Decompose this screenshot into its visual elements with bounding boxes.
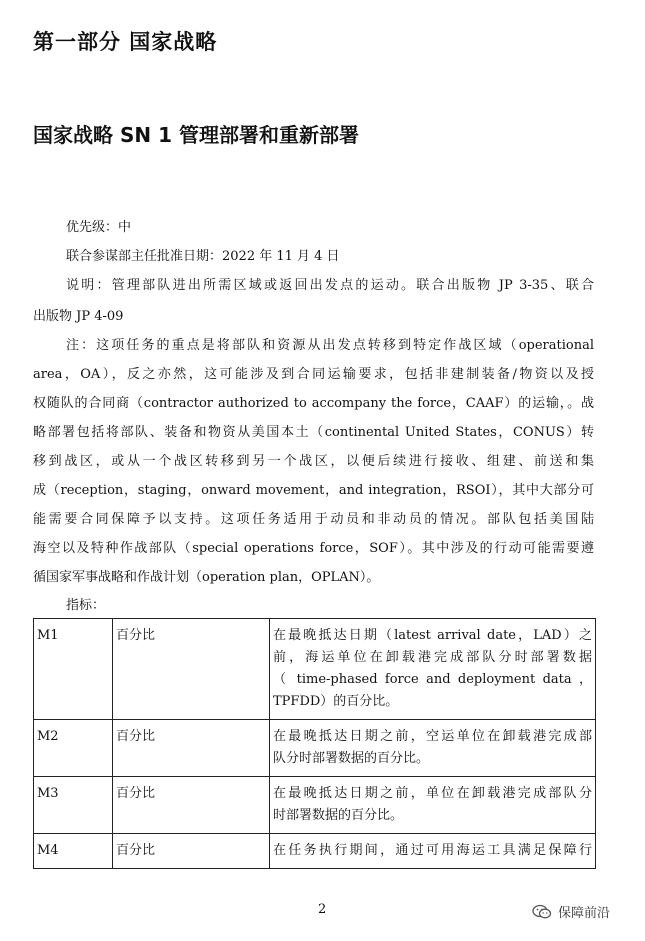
description-line-1: 说明：管理部队进出所需区域或返回出发点的运动。联合出版物 JP 3-35、联合 xyxy=(66,278,594,293)
metrics-table xyxy=(33,618,596,869)
note-line-8: 海空以及特种作战部队（special operations force，SOF）。其中涉及的行动可能需要遵 xyxy=(33,541,594,556)
watermark xyxy=(532,902,610,921)
metric-description-line: 时部署数据的百分比。 xyxy=(273,808,404,823)
metric-description-line: TPFDD）的百分比。 xyxy=(273,694,399,709)
note-line-7: 能需要合同保障予以支持。这项任务适用于动员和非动员的情况。部队包括美国陆 xyxy=(33,512,594,527)
metric-description-line: 队分时部署数据的百分比。 xyxy=(273,751,430,766)
metric-unit: 百分比 xyxy=(113,619,270,720)
description-line-2: 出版物 JP 4-09 xyxy=(33,309,124,324)
table-row xyxy=(34,777,596,834)
metric-unit: 百分比 xyxy=(113,720,270,777)
metric-description xyxy=(270,777,596,834)
metric-description-line: 在任务执行期间，通过可用海运工具满足保障行 xyxy=(273,843,592,858)
note-line-4: 略部署包括将部队、装备和物资从美国本土（continental United States，CONUS）转 xyxy=(33,425,594,440)
priority-line: 优先级：中 xyxy=(66,220,132,235)
metric-description-line: 前，海运单位在卸载港完成部队分时部署数据 xyxy=(273,650,592,665)
metric-id: M2 xyxy=(34,720,113,777)
note-line-9: 循国家军事战略和作战计划（operation plan，OPLAN）。 xyxy=(33,570,380,585)
metric-description xyxy=(270,834,596,869)
note-line-6: 成（reception，staging，onward movement，and integration，RSOI），其中大部分可 xyxy=(33,483,594,498)
metric-description-line: 在最晚抵达日期之前，单位在卸载港完成部队分 xyxy=(273,786,592,801)
metric-description xyxy=(270,720,596,777)
page-number: 2 xyxy=(318,902,327,917)
metric-description-line: 在最晚抵达日期之前，空运单位在卸载港完成部 xyxy=(273,729,592,744)
approval-date-line: 联合参谋部主任批准日期：2022 年 11 月 4 日 xyxy=(66,249,340,264)
note-line-1: 注：这项任务的重点是将部队和资源从出发点转移到特定作战区域（operational xyxy=(66,338,594,353)
metric-description-line: 在最晚抵达日期（latest arrival date，LAD）之 xyxy=(273,628,592,643)
watermark-text: 保障前沿 xyxy=(558,906,611,921)
note-line-5: 移到战区，或从一个战区转移到另一个战区，以便后续进行接收、组建、前送和集 xyxy=(33,454,594,469)
table-row xyxy=(34,834,596,869)
wechat-icon xyxy=(532,904,552,920)
metric-id: M4 xyxy=(34,834,113,869)
metric-unit: 百分比 xyxy=(113,834,270,869)
note-line-3: 权随队的合同商（contractor authorized to accompany the force，CAAF）的运输，。战 xyxy=(33,396,594,411)
part-title: 第一部分 国家战略 xyxy=(33,30,218,54)
metric-id: M3 xyxy=(34,777,113,834)
table-row xyxy=(34,720,596,777)
metric-description xyxy=(270,619,596,720)
table-row xyxy=(34,619,596,720)
metric-id: M1 xyxy=(34,619,113,720)
section-title: 国家战略 SN 1 管理部署和重新部署 xyxy=(33,123,359,147)
metric-description-line: （ time-phased force and deployment data ， xyxy=(273,672,592,687)
metrics-label: 指标： xyxy=(66,598,106,613)
note-line-2: area，OA），反之亦然，这可能涉及到合同运输要求，包括非建制装备/物资以及授 xyxy=(33,367,594,382)
metric-unit: 百分比 xyxy=(113,777,270,834)
